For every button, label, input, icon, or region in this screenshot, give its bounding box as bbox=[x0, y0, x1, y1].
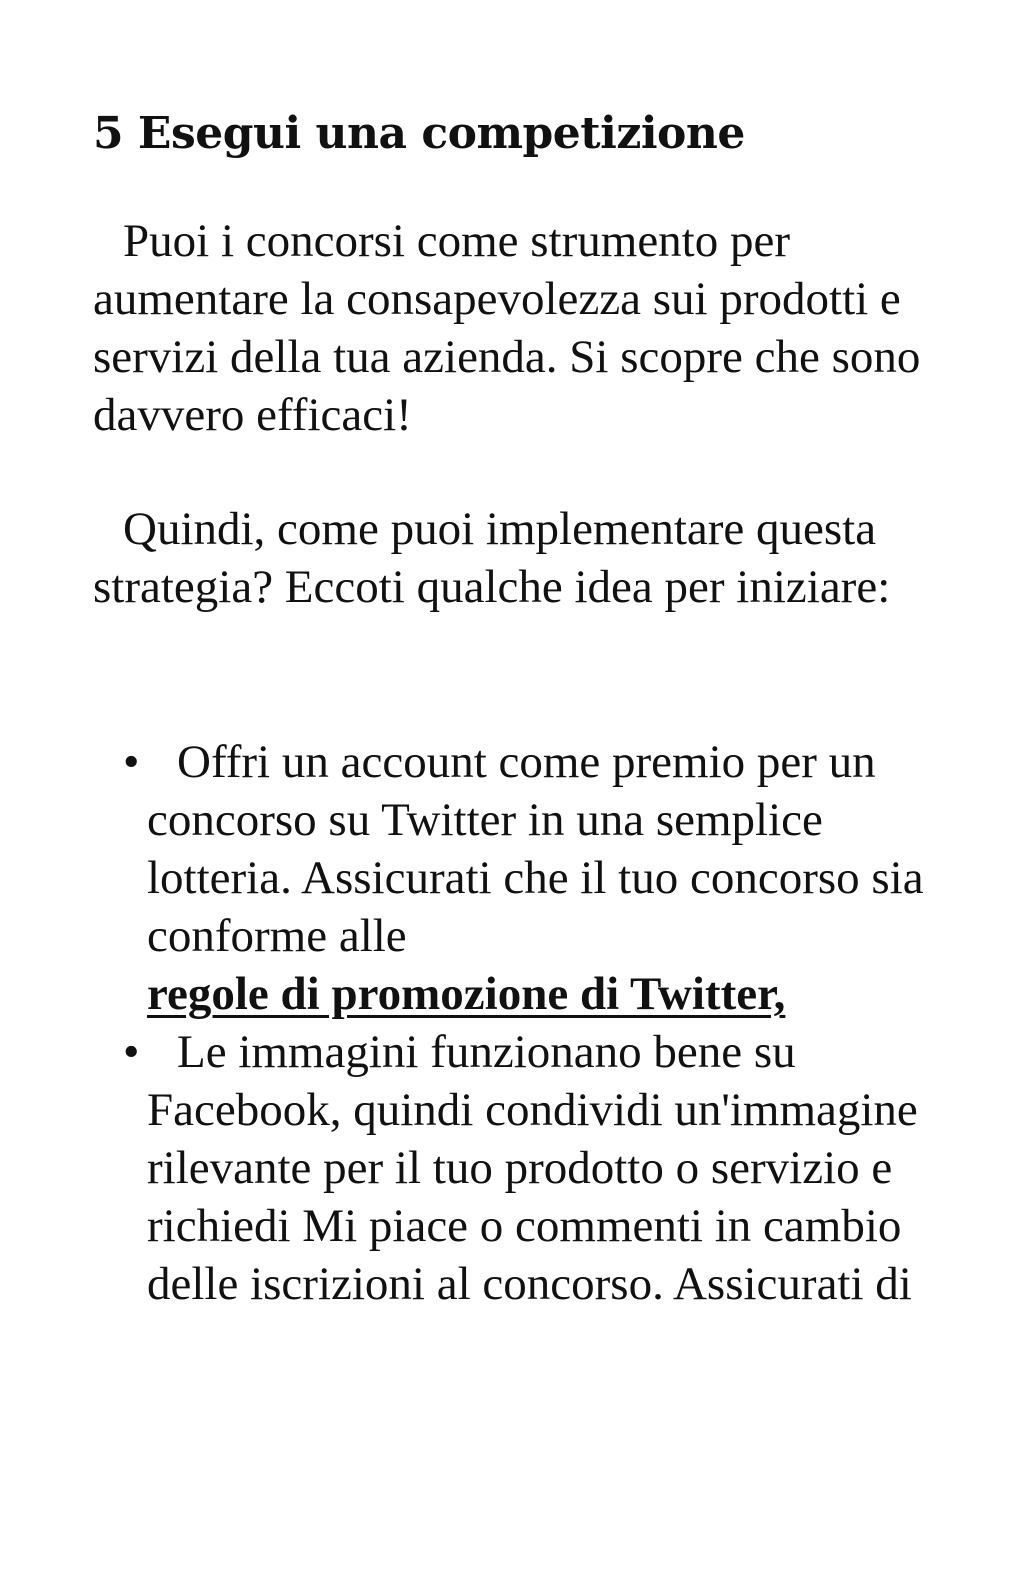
bullet-icon: • bbox=[123, 736, 140, 788]
section-heading: 5 Esegui una competizione bbox=[93, 108, 745, 159]
bullet-icon: • bbox=[123, 1026, 140, 1078]
list-item bbox=[93, 1023, 933, 1313]
ideas-list bbox=[93, 733, 933, 1313]
paragraph-question: Quindi, come puoi implementare questa strategia? Eccoti qualche idea per iniziare: bbox=[93, 503, 891, 613]
twitter-promotion-rules-link[interactable]: regole di promozione di Twitter, bbox=[147, 968, 786, 1020]
list-item-text: Le immagini funzionano bene su Facebook, quindi condividi un'immagine rilevante per il tuo prodotto o servizio e richiedi Mi piace o commenti in cambio delle iscrizioni al concorso. Assicurati di bbox=[147, 1026, 918, 1310]
list-item bbox=[93, 733, 933, 1023]
list-item-text: Offri un account come premio per un concorso su Twitter in una semplice lotteria. Assicurati che il tuo concorso sia conforme alle bbox=[147, 736, 924, 962]
paragraph-intro: Puoi i concorsi come strumento per aumentare la consapevolezza sui prodotti e servizi della tua azienda. Si scopre che sono davvero efficaci! bbox=[93, 215, 921, 441]
